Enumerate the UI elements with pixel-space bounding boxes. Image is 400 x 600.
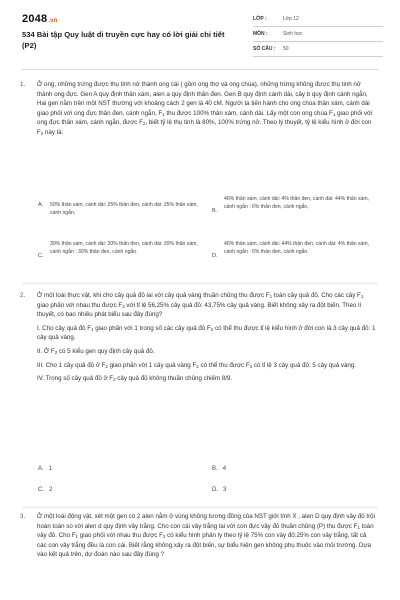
subscript: 1 — [360, 294, 364, 299]
meta-table — [253, 12, 383, 57]
question-number: 2. — [20, 292, 26, 299]
text-part: với tỉ lệ 56,25% cây quả đỏ: 43,75% cây quả vàng. Biết không xảy ra đột biến. Theo lí thuyết, có bao nhiêu phát biểu sau đây đúng? — [37, 301, 362, 319]
header — [0, 0, 400, 62]
text-part: Ở ong, những trứng được thụ tinh nở thành ong cái ( gồm ong thợ và ong chúa), những trứng không được thụ tinh nở thành ong đực. Gen A quy định thân xám, alen a quy định thân đen. Gen B quy định cánh dài, cây b quy định cánh ngắn, Hai gen nằm trên một NST thường với khoảng cách 2 gen là 40 cM. Người ta tiến hành cho ong chúa thân xám, cánh dài giao phối với ong đực thân đen, cánh ngắn, F — [37, 81, 370, 117]
subscript: 2 — [196, 363, 199, 369]
subscript: 2 — [122, 303, 125, 309]
subscript: 1 — [75, 534, 79, 540]
header-divider — [22, 69, 378, 70]
option-text: 30% thân xám, cánh dài: 20% thân đen, cánh dài: 20% thân xám, cánh ngắn : 30% thân đen, cánh ngắn. — [50, 241, 198, 255]
meta-row-class — [253, 12, 383, 27]
option-text: 50% thân xám, cánh dài: 25% thân đen, cánh dài: 25% thân xám, cánh ngắn. — [50, 202, 198, 216]
text-part: giao phấn với 1 cây quả vàng F — [107, 361, 197, 369]
text-part: thu được 100% thân xám, cánh dài. Lấy một con ong chúa F — [164, 109, 333, 117]
text-part: toàn cây quả đỏ. Cho các cây F — [272, 292, 361, 299]
subscript: 2 — [105, 363, 108, 369]
text-part: IV. Trong số cây quả đỏ ở F — [37, 375, 114, 383]
subscript: 3 — [249, 363, 253, 369]
text-part: , biết tỷ lệ thụ tinh là 80%, 100% trứng nở. Theo lý thuyết, tỷ lệ kiểu hình ở đời con F — [37, 119, 372, 136]
question-2 — [20, 291, 376, 384]
subscript: 2 — [162, 534, 166, 540]
subscript: 1 — [162, 111, 165, 117]
text-part: III. Cho 1 cây quả đỏ ở F — [37, 361, 106, 369]
option-label: D. — [212, 253, 218, 259]
subscript: 1 — [269, 294, 273, 299]
text-part: có tỉ lệ 3 cây quả đỏ: 5 cây quả vàng. — [252, 361, 357, 369]
option-text: 46% thân xám, cánh dài: 44% thân đen, cánh dài: 4% thân xám, cánh ngắn : 6% thân đen, cánh ngắn. — [224, 241, 369, 255]
statement-3 — [37, 361, 376, 371]
question-text — [37, 512, 376, 560]
subscript: 2 — [142, 121, 146, 127]
text-part: có kiểu hình phân ly theo tỷ lệ 75% con vảy đỏ:25% con vảy trắng, tất cả các con vảy trắng đều là con cái. Biết rằng không xảy ra đột biến, sự biểu hiện gen không phụ thuộc vào môi trường. Dựa vào kết quả trên, dự đoán nào sau đây đúng ? — [37, 532, 371, 559]
question-text — [37, 80, 376, 138]
subscript: 2 — [210, 326, 214, 332]
meta-value: Sinh học — [283, 31, 303, 37]
logo-suffix: .vn — [48, 18, 58, 24]
question-text — [37, 291, 376, 320]
text-part: toàn vảy đỏ. Cho F — [37, 522, 374, 540]
subscript: 2 — [54, 349, 58, 355]
meta-key: SỐ CÂU : — [253, 46, 276, 52]
meta-row-count — [253, 42, 383, 57]
option-text: 1 — [48, 466, 53, 472]
text-part: II. Ở F — [37, 347, 55, 355]
option-a[interactable] — [38, 466, 52, 472]
meta-key: LỚP : — [253, 16, 267, 22]
option-label: A. — [38, 466, 44, 472]
question-number: 1. — [20, 81, 26, 88]
question-number: 3. — [20, 513, 26, 520]
subscript: 1 — [332, 111, 336, 117]
meta-value: 50 — [283, 46, 289, 52]
text-part: giao phấn với nhau thu được F — [37, 301, 123, 309]
option-label: C. — [38, 253, 44, 259]
logo[interactable] — [22, 13, 58, 25]
text-part: I. Cho cây quả đỏ F — [37, 324, 91, 332]
subscript: 1 — [357, 524, 360, 530]
text-part: Ở một loài thực vật, khi cho cây quả đỏ lai với cây quả vàng thuần chủng thu được F — [37, 292, 270, 299]
text-part: giao phối với ong đực thân xám, cánh ngắn, được F — [37, 109, 373, 127]
text-part: có 5 kiểu gen quy định cây quả đỏ. — [57, 347, 155, 355]
page-title: 534 Bài tập Quy luật di truyền cực hay có lời giải chi tiết (P2) — [22, 30, 225, 50]
text-part: giao phối với nhau thu được F — [78, 532, 163, 540]
option-label: D. — [212, 487, 218, 493]
question-3 — [20, 512, 376, 560]
meta-row-subject — [253, 27, 383, 42]
statement-2 — [37, 347, 376, 357]
subscript: 1 — [91, 326, 94, 332]
statement-4 — [37, 374, 376, 384]
option-c[interactable] — [38, 487, 52, 493]
option-b[interactable] — [212, 466, 226, 472]
text-part: này là: — [43, 128, 64, 136]
text-part: Ở một loài động vật, xét một gen có 2 alen nằm ở vùng không tương đồng của NST giới tính X , alen D quy định vảy đỏ trội hoàn toàn so với alen d quy định vảy trắng. Cho con cái vảy trắng lai với con đực vảy đỏ thuần chủng (P) thu được F — [37, 513, 375, 530]
text-part: cây quả đỏ không thuần chủng chiếm 8/9. — [115, 375, 233, 383]
subscript: 2 — [113, 377, 116, 383]
meta-value: Lớp 12 — [283, 16, 299, 22]
subscript: 2 — [40, 130, 44, 136]
question-divider — [22, 283, 378, 284]
option-label: B. — [212, 208, 218, 214]
text-part: có thể thu được F — [198, 361, 250, 369]
option-label: C. — [38, 487, 44, 493]
logo-text: 2048 — [22, 13, 48, 25]
option-label: A. — [38, 202, 44, 208]
question-1 — [20, 80, 376, 138]
question-divider — [22, 507, 378, 508]
option-text: 46% thân xám, cánh dài: 4% thân đen, cánh dài: 44% thân xám, cánh ngắn : 6% thân đen, cánh ngắn, — [224, 196, 369, 210]
text-part: giao phấn với 1 trong số các cây quả đỏ F — [93, 324, 211, 332]
option-text: 3 — [223, 487, 227, 493]
text-part: có thể thu được tỉ lệ kiểu hình ở đời con là 3 cây quả đỏ: 1 cây quả vàng. — [37, 324, 376, 342]
option-text: 2 — [49, 487, 53, 493]
statement-1 — [37, 324, 376, 343]
option-d[interactable] — [212, 487, 226, 493]
meta-key: MÔN : — [253, 31, 268, 37]
option-text: 4 — [222, 466, 227, 472]
option-label: B. — [212, 466, 218, 472]
